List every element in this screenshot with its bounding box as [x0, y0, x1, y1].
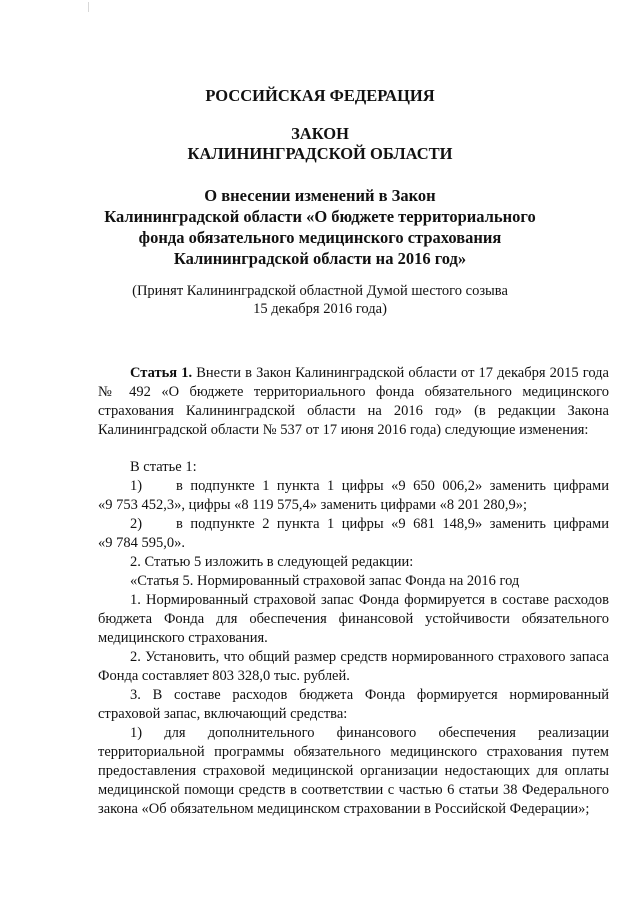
law-title-line-2: Калининградской области «О бюджете территориального — [104, 207, 536, 226]
article-5-paragraph-1: 1. Нормированный страховой запас Фонда формируется в составе расходов бюджета Фонда для обеспечения финансовой устойчивости обязательного медицинского страхования. — [98, 592, 609, 646]
law-heading — [0, 124, 640, 164]
subitem-2-continuation: «9 784 595,0». — [98, 535, 185, 551]
article-5-subitem-1: 1) для дополнительного финансового обеспечения реализации территориальной программы обязательного медицинского страхования путем предоставления страховой медицинской организации недостающих для оплаты медицинской помощи средств в соответствии с частью 6 статьи 38 Федерального закона «Об обязательном медицинском страховании в Российской Федерации»; — [98, 725, 609, 817]
adoption-note — [0, 282, 640, 318]
item-2-heading: 2. Статью 5 изложить в следующей редакции: — [130, 554, 414, 570]
subitem-1-continuation: «9 753 452,3», цифры «8 119 575,4» заменить цифрами «8 201 280,9»; — [98, 497, 528, 513]
article-5-title: «Статья 5. Нормированный страховой запас Фонда на 2016 год — [130, 573, 520, 589]
article-1-label: Статья 1. — [130, 365, 193, 381]
article-5-paragraph-3: 3. В составе расходов бюджета Фонда формируется нормированный страховой запас, включающий средства: — [98, 687, 609, 722]
adoption-note-line-1: (Принят Калининградской областной Думой шестого созыва — [132, 283, 508, 299]
article-1-text: Внести в Закон Калининградской области от 17 декабря 2015 года № 492 «О бюджете территориального фонда обязательного медицинского страхования Калининградской области на 2016 год» (в редакции Закона Калининградской области № 537 от 17 июня 2016 года) следующие изменения: — [98, 365, 609, 438]
subitem-1 — [98, 477, 609, 496]
subitem-2 — [98, 515, 609, 534]
article-5-paragraph-2: 2. Установить, что общий размер средств нормированного страхового запаса Фонда составляет 803 328,0 тыс. рублей. — [98, 649, 609, 684]
scan-artifact — [88, 2, 89, 12]
adoption-note-line-2: 15 декабря 2016 года) — [253, 301, 387, 317]
subitem-1-number: 1) — [130, 478, 143, 494]
subitem-2-number: 2) — [130, 516, 143, 532]
law-title-line-3: фонда обязательного медицинского страхования — [138, 228, 502, 247]
paragraph-gap — [98, 440, 609, 458]
subitem-2-text: в подпункте 2 пункта 1 цифры «9 681 148,9» заменить цифрами — [176, 516, 609, 532]
law-body — [98, 364, 609, 819]
law-title-line-4: Калининградской области на 2016 год» — [173, 249, 467, 268]
law-title — [0, 186, 640, 270]
subitem-1-text: в подпункте 1 пункта 1 цифры «9 650 006,2» заменить цифрами — [176, 478, 609, 494]
law-heading-line-2: КАЛИНИНГРАДСКОЙ ОБЛАСТИ — [187, 144, 453, 163]
law-heading-line-1: ЗАКОН — [291, 124, 349, 143]
item-1-heading: В статье 1: — [130, 459, 197, 475]
federation-heading: РОССИЙСКАЯ ФЕДЕРАЦИЯ — [205, 86, 435, 105]
article-1-paragraph — [98, 364, 609, 440]
law-title-line-1: О внесении изменений в Закон — [204, 186, 436, 205]
